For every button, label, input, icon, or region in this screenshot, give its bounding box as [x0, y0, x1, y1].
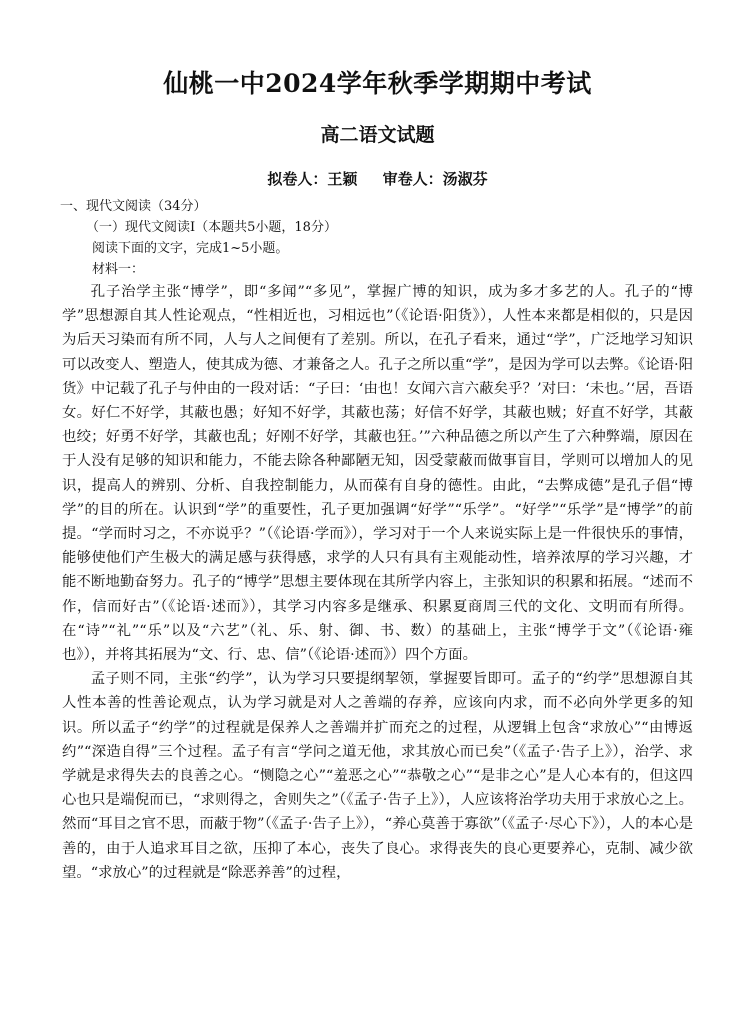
exam-title: 仙桃一中2024学年秋季学期期中考试 [163, 69, 592, 98]
material-label: 材料一： [92, 262, 145, 277]
reviewer-label: 审卷人：汤淑芬 [382, 170, 488, 188]
section-heading: 一、现代文阅读（34分） [60, 199, 207, 214]
body-paragraph-2: 孟子则不同，主张“约学”，认为学习只要提纲挈领，掌握要旨即可。孟子的“约学”思想源自其人性本善的性善论观点，认为学习就是对人之善端的存养，应该向内求，而不必向外学更多的知识。所以孟子“约学”的过程就是保养人之善端并扩而充之的过程，从逻辑上包含“求放心”“由博返约”“深造自得”三个过程。孟子有言“学问之道无他，求其放心而已矣”（《孟子·告子上》），治学、求学就是求得失去的良善之心。“恻隐之心”“羞恶之心”“恭敬之心”“是非之心”是人心本有的，但这四心也只是端倪而已，“求则得之，舍则失之”（《孟子·告子上》），人应该将治学功夫用于求放心之上。然而“耳目之官不思，而蔽于物”（《孟子·告子上》），“养心莫善于寡欲”（《孟子·尽心下》），人的本心是善的，由于人追求耳目之欲，压抑了本心，丧失了良心。求得丧失的良心更要养心，克制、减少欲望。“求放心”的过程就是“除恶养善”的过程， [62, 671, 693, 881]
section-subheading: （一）现代文阅读Ⅰ（本题共5小题，18分） [86, 220, 337, 235]
author-label: 拟卷人：王颖 [267, 170, 358, 188]
section-instruction: 阅读下面的文字，完成1~5小题。 [92, 241, 289, 256]
exam-subtitle: 高二语文试题 [320, 124, 435, 146]
body-paragraph-1: 孔子治学主张“博学”，即“多闻”“多见”，掌握广博的知识，成为多才多艺的人。孔子的“博学”思想源自其人性论观点，“性相近也，习相远也”（《论语·阳货》），人性本来都是相似的，只是因为后天习染而有所不同，人与人之间便有了差别。所以，在孔子看来，通过“学”，广泛地学习知识可以改变人、塑造人，使其成为德、才兼备之人。孔子之所以重“学”，是因为学可以去弊。《论语·阳货》中记载了孔子与仲由的一段对话：“子曰：‘由也！女闻六言六蔽矣乎？’对曰：‘未也。’‘居，吾语女。好仁不好学，其蔽也愚；好知不好学，其蔽也荡；好信不好学，其蔽也贼；好直不好学，其蔽也绞；好勇不好学，其蔽也乱；好刚不好学，其蔽也狂。’”六种品德之所以产生了六种弊端，原因在于人没有足够的知识和能力，不能去除各种鄙陋无知，因受蒙蔽而做事盲目，学则可以增加人的见识，提高人的辨别、分析、自我控制能力，从而葆有自身的德性。由此，“去弊成德”是孔子倡“博学”的目的所在。认识到“学”的重要性，孔子更加强调“好学”“乐学”。“好学”“乐学”是“博学”的前提。“学而时习之，不亦说乎？”（《论语·学而》），学习对于一个人来说实际上是一件很快乐的事情，能够使他们产生极大的满足感与获得感，求学的人只有具有主观能动性，培养浓厚的学习兴趣，才能不断地勤奋努力。孔子的“博学”思想主要体现在其所学内容上，主张知识的积累和拓展。“述而不作，信而好古”（《论语·述而》），其学习内容多是继承、积累夏商周三代的文化、文明而有所得。在“诗”“礼”“乐”以及“六艺”（礼、乐、射、御、书、数）的基础上，主张“博学于文”（《论语·雍也》），并将其拓展为“文、行、忠、信”（《论语·述而》）四个方面。 [62, 284, 693, 664]
author-line [62, 166, 693, 192]
